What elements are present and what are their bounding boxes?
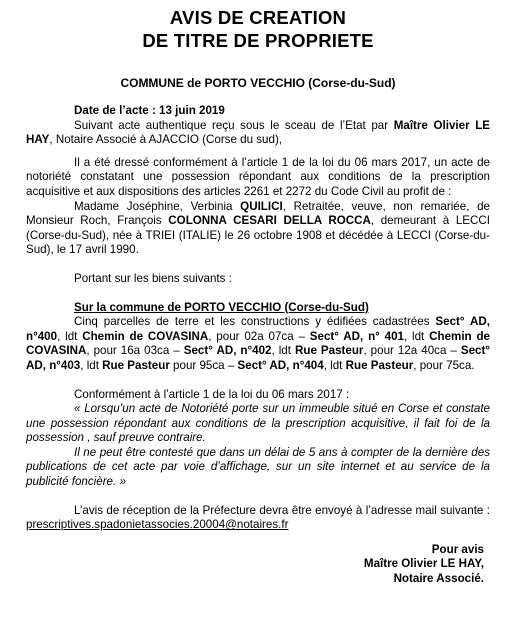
p6-text: L’avis de réception de la Préfecture devra être envoyé à l’adresse mail suivante : — [74, 503, 490, 517]
parcels-text: , ldt — [271, 344, 295, 358]
parcels-text: , ldt — [323, 358, 346, 372]
law-quote-2: Il ne peut être contesté que dans un délai de 5 ans à compter de la dernière des publications de cet acte par voie d’affichage, sur un site internet et au service de la publicité foncière. » — [26, 445, 490, 489]
parcel-ref: Sect° AD, n°403 — [26, 344, 490, 372]
signature-line-1: Pour avis — [431, 542, 484, 556]
parcel-ref: Sect° AD, n° 401 — [309, 329, 404, 343]
p1-text-b: , Notaire Associé à AJACCIO (Corse du sud), — [49, 133, 283, 147]
paragraph-law: Conformément à l’article 1 de la loi du 06 mars 2017 : — [74, 387, 350, 401]
commune-heading: COMMUNE de PORTO VECCHIO (Corse-du-Sud) — [120, 76, 396, 90]
paragraph-beneficiary — [26, 200, 490, 258]
parcels-text: , pour 12a 40ca – — [363, 344, 461, 358]
beneficiary-surname: QUILICI — [240, 199, 283, 213]
signature-line-2: Maître Olivier LE HAY, — [363, 557, 484, 571]
title-line-1: AVIS DE CREATION — [169, 7, 347, 28]
signature-line-3: Notaire Associé. — [393, 572, 484, 586]
parcel-ref: Sect° AD, n°402 — [183, 344, 272, 358]
p1-text-a: Suivant acte authentique reçu sous le sceau de l’Etat par — [74, 118, 394, 132]
paragraph-goods: Portant sur les biens suivants : — [74, 271, 232, 285]
signature-block — [26, 543, 490, 587]
paragraph-notary — [26, 119, 490, 148]
act-date — [26, 104, 490, 119]
parcels-text: , pour 75ca. — [413, 358, 475, 372]
parcels-text: pour 95ca – — [169, 358, 238, 372]
spouse-surname: COLONNA CESARI DELLA ROCCA — [168, 214, 371, 228]
parcels-text: , pour 02a 07ca – — [208, 329, 310, 343]
parcels-text: , ldt — [80, 358, 103, 372]
paragraph-email — [26, 504, 490, 533]
parcel-ref: Sect° AD, n°404 — [237, 358, 324, 372]
commune-subheading-text: Sur la commune de PORTO VECCHIO (Corse-du-Sud) — [74, 300, 369, 314]
parcel-place: Chemin de COVASINA — [82, 329, 209, 343]
parcel-place: Rue Pasteur — [345, 358, 414, 372]
parcels-text: , ldt — [403, 329, 430, 343]
paragraph-notoriety: Il a été dressé conformément à l’article 1 de la loi du 06 mars 2017, un acte de notoriété constatant une possession répondant aux conditions de la prescription acquisitive et aux dispositions des articles 2261 et 2272 du Code Civil au profit de : — [26, 155, 490, 198]
parcels-text: , ldt — [57, 329, 83, 343]
commune-subheading — [26, 301, 490, 316]
parcel-ref: Sect° AD, n°400 — [26, 315, 491, 343]
date-label: Date de l’acte : 13 juin 2019 — [74, 104, 225, 117]
parcels-text: Cinq parcelles de terre et les constructions y édifiées cadastrées — [74, 315, 436, 329]
parcels-text: , pour 16a 03ca – — [86, 344, 184, 358]
email-link[interactable]: prescriptives.spadonietassocies.20004@notaires.fr — [26, 518, 289, 532]
document-title — [26, 6, 490, 52]
p3-text-c: , demeurant à LECCI (Corse-du-Sud), née à TRIEI (ITALIE) le 26 octobre 1908 et décédée à LECCI (Corse-du-Sud), le 17 avril 1990. — [26, 214, 490, 257]
notary-name: Maître Olivier LE HAY — [26, 118, 491, 147]
p3-text-b: , Retraitée, veuve, non remariée, de Monsieur Roch, François — [26, 199, 490, 228]
law-quote-1: « Lorsqu’un acte de Notoriété porte sur un immeuble situé en Corse et constate une possession répondant aux conditions de la prescription acquisitive, il fait foi de la possession , sauf preuve contraire. — [26, 402, 490, 445]
parcel-place: Rue Pasteur — [295, 344, 364, 358]
parcel-place: Rue Pasteur — [102, 358, 170, 372]
p3-text-a: Madame Joséphine, Verbinia — [74, 199, 241, 213]
paragraph-parcels — [26, 315, 490, 373]
parcel-place: Chemin de COVASINA — [26, 329, 490, 358]
title-line-2: DE TITRE DE PROPRIETE — [142, 30, 374, 51]
